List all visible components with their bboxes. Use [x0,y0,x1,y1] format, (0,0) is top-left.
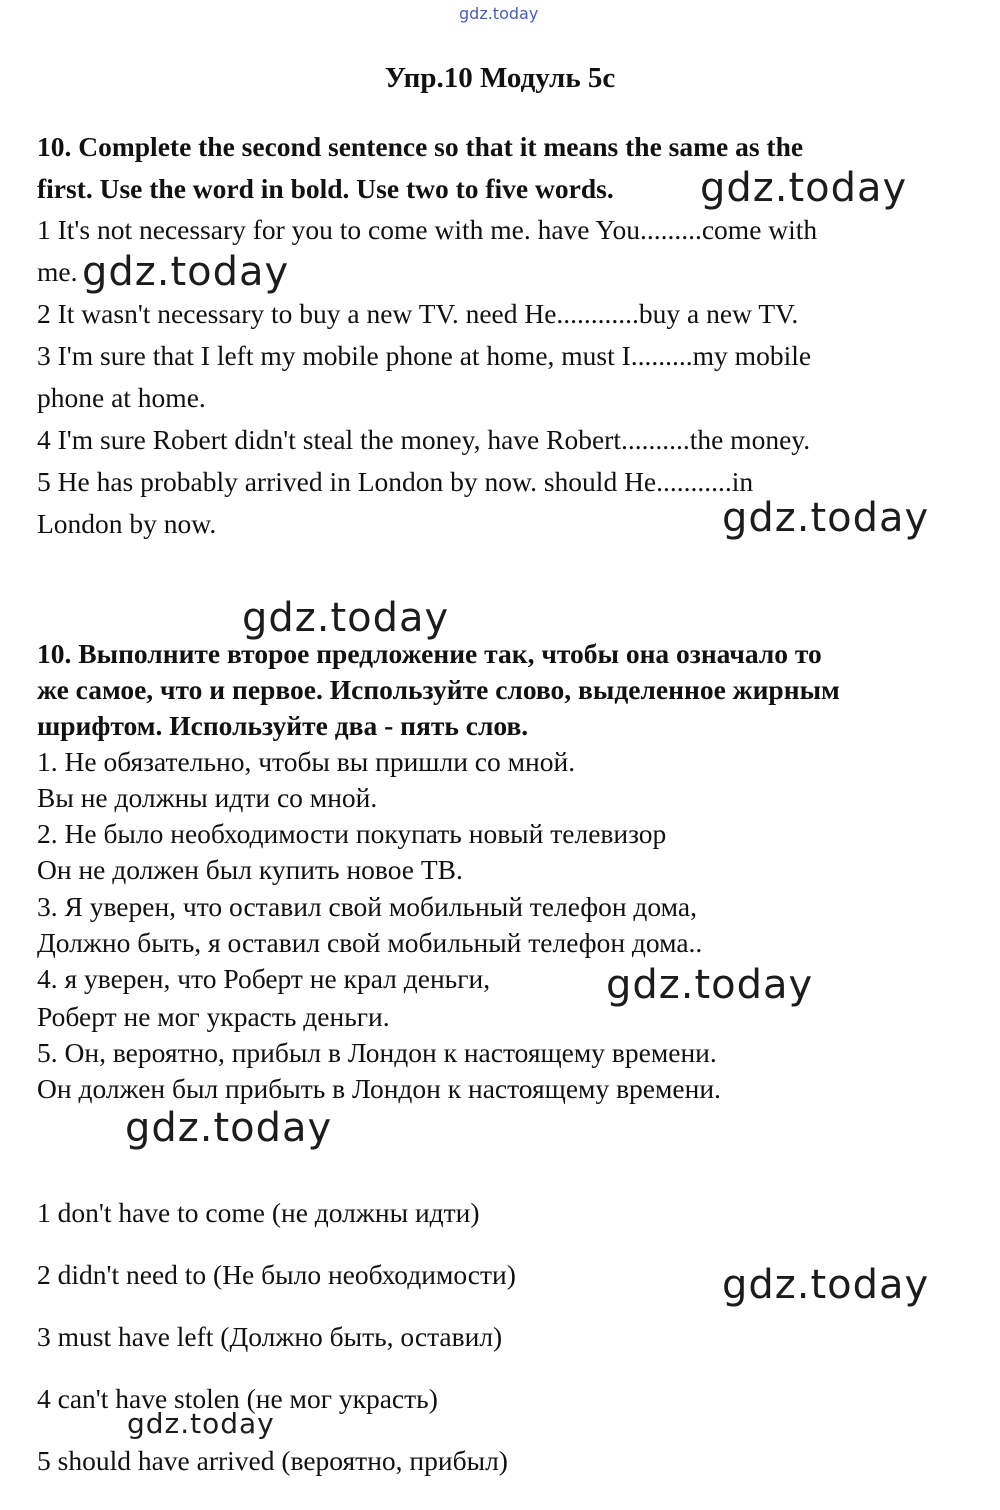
russian-line: 4. я уверен, что Роберт не крал деньги, [37,963,491,994]
watermark: gdz.today [127,1407,275,1440]
russian-line: 3. Я уверен, что оставил свой мобильный телефон дома, [37,891,697,922]
english-item-5-line-1: 5 He has probably arrived in London by now. should He...........in [37,466,754,497]
watermark: gdz.today [722,495,930,541]
english-item-2: 2 It wasn't necessary to buy a new TV. need He............buy a new TV. [37,298,799,329]
answer-3: 3 must have left (Должно быть, оставил) [37,1321,503,1352]
english-item-5-line-2: London by now. [37,508,217,539]
russian-line: 5. Он, вероятно, прибыл в Лондон к настоящему времени. [37,1037,717,1068]
answer-5: 5 should have arrived (вероятно, прибыл) [37,1445,508,1476]
russian-line: Он должен был прибыть в Лондон к настоящему времени. [37,1073,721,1104]
russian-line: 2. Не было необходимости покупать новый телевизор [37,818,667,849]
english-item-3-line-1: 3 I'm sure that I left my mobile phone at home, must I.........my mobile [37,340,812,371]
watermark: gdz.today [606,962,814,1008]
english-item-4: 4 I'm sure Robert didn't steal the money, have Robert..........the money. [37,424,811,455]
english-item-3-line-2: phone at home. [37,382,206,413]
russian-heading-line-2: же самое, что и первое. Используйте слово, выделенное жирным [37,674,840,705]
site-label-top: gdz.today [459,4,539,23]
english-heading-line-2: first. Use the word in bold. Use two to five words. [37,173,614,204]
watermark: gdz.today [700,165,908,211]
watermark: gdz.today [125,1105,333,1151]
answer-4: 4 can't have stolen (не мог украсть) [37,1383,438,1414]
russian-heading-line-1: 10. Выполните второе предложение так, чтобы она означало то [37,638,822,669]
english-heading-line-1: 10. Complete the second sentence so that it means the same as the [37,131,804,162]
russian-line: 1. Не обязательно, чтобы вы пришли со мной. [37,746,576,777]
russian-heading-line-3: шрифтом. Используйте два - пять слов. [37,710,529,741]
english-item-1-line-1: 1 It's not necessary for you to come with me. have You.........come with [37,214,818,245]
answer-2: 2 didn't need to (Не было необходимости) [37,1259,516,1290]
page-title: Упр.10 Модуль 5с [384,62,616,94]
watermark: gdz.today [242,595,450,641]
watermark: gdz.today [82,249,290,295]
russian-line: Роберт не мог украсть деньги. [37,1001,390,1032]
russian-line: Он не должен был купить новое ТВ. [37,854,463,885]
russian-line: Должно быть, я оставил свой мобильный телефон дома.. [37,927,703,958]
answer-1: 1 don't have to come (не должны идти) [37,1197,480,1228]
english-item-1-line-2: me. [37,256,78,287]
russian-line: Вы не должны идти со мной. [37,782,378,813]
watermark: gdz.today [722,1262,930,1308]
